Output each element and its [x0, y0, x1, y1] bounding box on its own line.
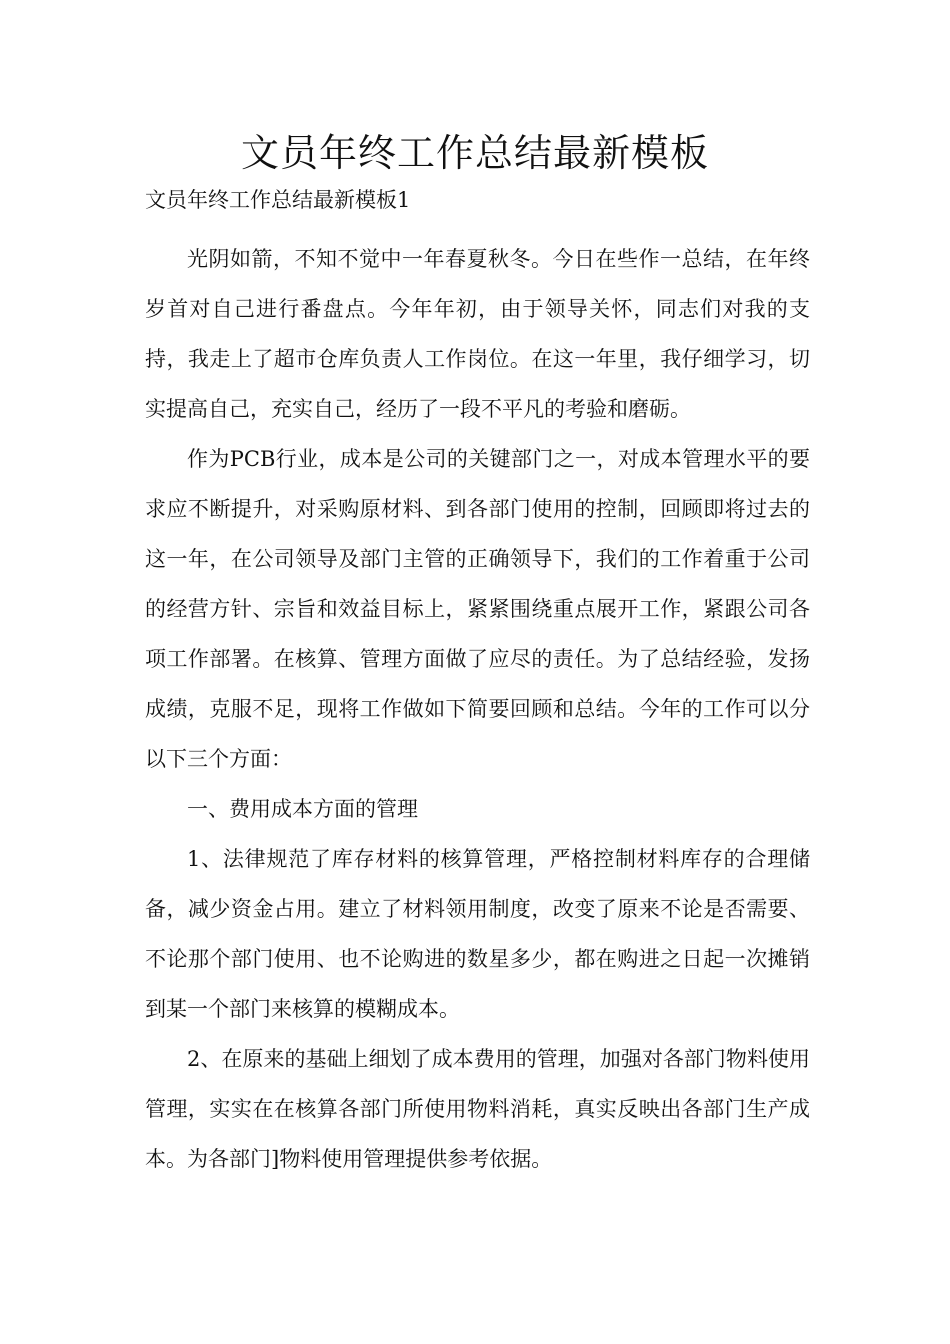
- document-title: 文员年终工作总结最新模板: [240, 131, 709, 175]
- paragraph-item-2: 2、在原来的基础上细划了成本费用的管理，加强对各部门物料使用管理，实实在在核算各部门所使用物料消耗，真实反映出各部门生产成本。为各部门]物料使用管理提供参考依据。: [145, 1047, 810, 1171]
- section-heading-cost-management: 一、费用成本方面的管理: [187, 797, 418, 821]
- document-subtitle: 文员年终工作总结最新模板1: [145, 188, 411, 212]
- paragraph-intro: 光阴如箭，不知不觉中一年春夏秋冬。今日在些作一总结，在年终岁首对自己进行番盘点。今年年初，由于领导关怀，同志们对我的支持，我走上了超市仓库负责人工作岗位。在这一年里，我仔细学习，切实提高自己，充实自己，经历了一段不平凡的考验和磨砺。: [145, 247, 810, 421]
- paragraph-item-1: 1、法律规范了库存材料的核算管理，严格控制材料库存的合理储备，减少资金占用。建立了材料领用制度，改变了原来不论是否需要、不论那个部门使用、也不论购进的数星多少，都在购进之日起一次摊销到某一个部门来核算的模糊成本。: [145, 847, 810, 1021]
- paragraph-overview: 作为PCB行业，成本是公司的关键部门之一，对成本管理水平的要求应不断提升，对采购原材料、到各部门使用的控制，回顾即将过去的这一年，在公司领导及部门主管的正确领导下，我们的工作着重于公司的经营方针、宗旨和效益目标上，紧紧围绕重点展开工作，紧跟公司各项工作部署。在核算、管理方面做了应尽的责任。为了总结经验，发扬成绩，克服不足，现将工作做如下简要回顾和总结。今年的工作可以分以下三个方面：: [145, 447, 810, 771]
- document-body: [145, 234, 810, 1184]
